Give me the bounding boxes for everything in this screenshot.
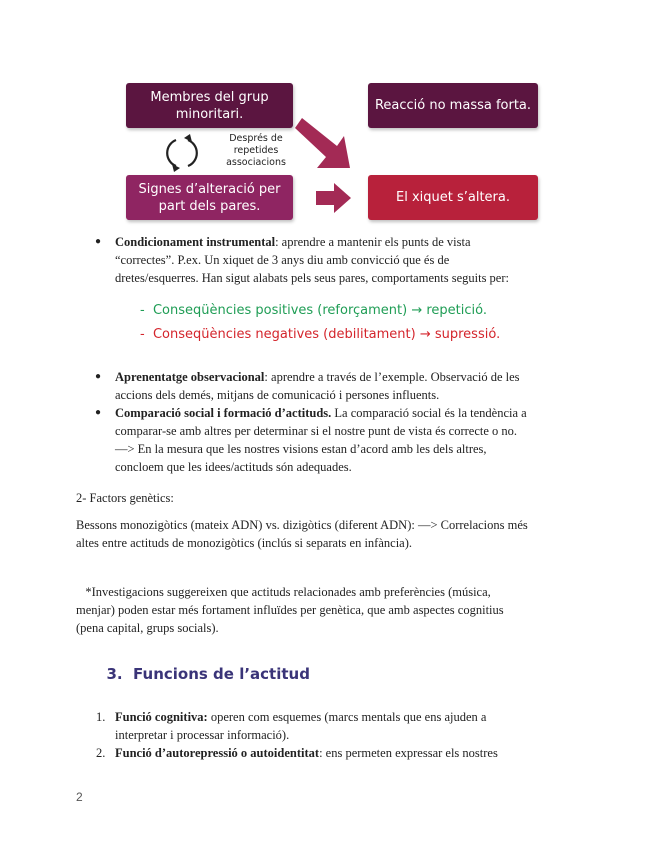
list-number-text: 2.: [96, 746, 106, 760]
list-number-text: 1.: [96, 710, 106, 724]
box-child-upset-label: El xiquet s’altera.: [395, 190, 510, 205]
paragraph-line: *Investigacions suggereixen que actituds relacionades amb preferències (música,: [82, 585, 491, 599]
bullet-social-comparison-line: La comparació social és la tendència a: [331, 406, 527, 420]
consequence-positive: [140, 303, 487, 318]
bullet-observational-line: accions dels demés, mitjans de comunicació i persones influents.: [115, 388, 440, 402]
bullet-social-comparison-line: comparar-se amb altres per determinar si el nostre punt de vista és correcte o no.: [115, 424, 518, 438]
right-arrow-icon: [316, 183, 351, 213]
paragraph-research: [76, 565, 576, 637]
diagonal-arrow-icon: [295, 118, 350, 168]
bullet-dot: ●: [95, 236, 102, 247]
paragraph-line: Bessons monozigòtics (mateix ADN) vs. dizigòtics (diferent ADN): —> Correlacions més: [76, 518, 528, 532]
bullet-instrumental-line: : aprendre a mantenir els punts de vista: [275, 235, 471, 249]
bullet-instrumental-line: “correctes”. P.ex. Un xiquet de 3 anys diu amb convicció que és de: [115, 253, 450, 267]
bullet-observational-line: : aprendre a través de l’exemple. Observació de les: [264, 370, 520, 384]
consequence-negative-text: Conseqüències negatives (debilitament) → supressió.: [152, 327, 501, 342]
list-number: [96, 744, 105, 762]
paragraph-line: (pena capital, grups socials).: [76, 621, 219, 635]
list-item-identity: [115, 744, 595, 762]
consequence-dash: -: [140, 327, 145, 342]
bullet-dot: ●: [95, 407, 102, 418]
bullet-social-comparison-line: —> En la mesura que les nostres visions estan d’acord amb les dels altres,: [115, 442, 487, 456]
paragraph-twins: [76, 516, 576, 552]
list-item-line: : ens permeten expressar els nostres: [319, 746, 498, 760]
list-item-line: interpretar i processar informació).: [115, 728, 290, 742]
bullet-instrumental: [115, 233, 585, 287]
bullet-observational: [115, 368, 585, 404]
consequence-dash: -: [140, 303, 145, 318]
diagram-arrows: [0, 0, 655, 240]
list-item-cognitive-title: Funció cognitiva:: [115, 710, 208, 724]
section-genetic-title-text: 2- Factors genètics:: [76, 491, 174, 505]
association-note-text: Després de repetides associacions: [226, 133, 286, 168]
paragraph-line: altes entre actituds de monozigòtics (inclús si separats en infància).: [76, 536, 412, 550]
consequence-negative: [140, 327, 500, 342]
section-heading-text: 3. Funcions de l’actitud: [106, 665, 310, 683]
bullet-instrumental-line: dretes/esquerres. Han sigut alabats pels seus pares, comportaments seguits per:: [115, 271, 509, 285]
bullet-social-comparison-title: Comparació social i formació d’actituds.: [115, 406, 332, 420]
page-number: [76, 790, 83, 804]
bullet-dot: ●: [95, 371, 102, 382]
bullet-social-comparison-line: concloem que les idees/actituds són adequades.: [115, 460, 352, 474]
cycle-icon: [167, 134, 197, 172]
list-item-line: operen com esquemes (marcs mentals que ens ajuden a: [207, 710, 487, 724]
consequence-positive-text: Conseqüències positives (reforçament) → repetició.: [152, 303, 487, 318]
list-number: [96, 708, 105, 726]
bullet-instrumental-title: Condicionament instrumental: [115, 235, 276, 249]
list-item-cognitive: [115, 708, 585, 744]
section-heading: [96, 647, 310, 683]
box-parents-alteration-label: Signes d’alteració per part dels pares.: [138, 181, 281, 214]
box-mild-reaction-label: Reacció no massa forta.: [374, 98, 532, 113]
page-number-text: 2: [76, 790, 83, 804]
section-genetic-title: [76, 489, 174, 507]
box-minority-members-label: Membres del grup minoritari.: [150, 89, 269, 122]
paragraph-line: menjar) poden estar més fortament influïdes per genètica, que amb aspectes cognitius: [76, 603, 504, 617]
list-item-identity-title: Funció d’autorepressió o autoidentitat: [115, 746, 320, 760]
bullet-social-comparison: [115, 404, 595, 476]
bullet-observational-title: Aprenentatge observacional: [115, 370, 265, 384]
